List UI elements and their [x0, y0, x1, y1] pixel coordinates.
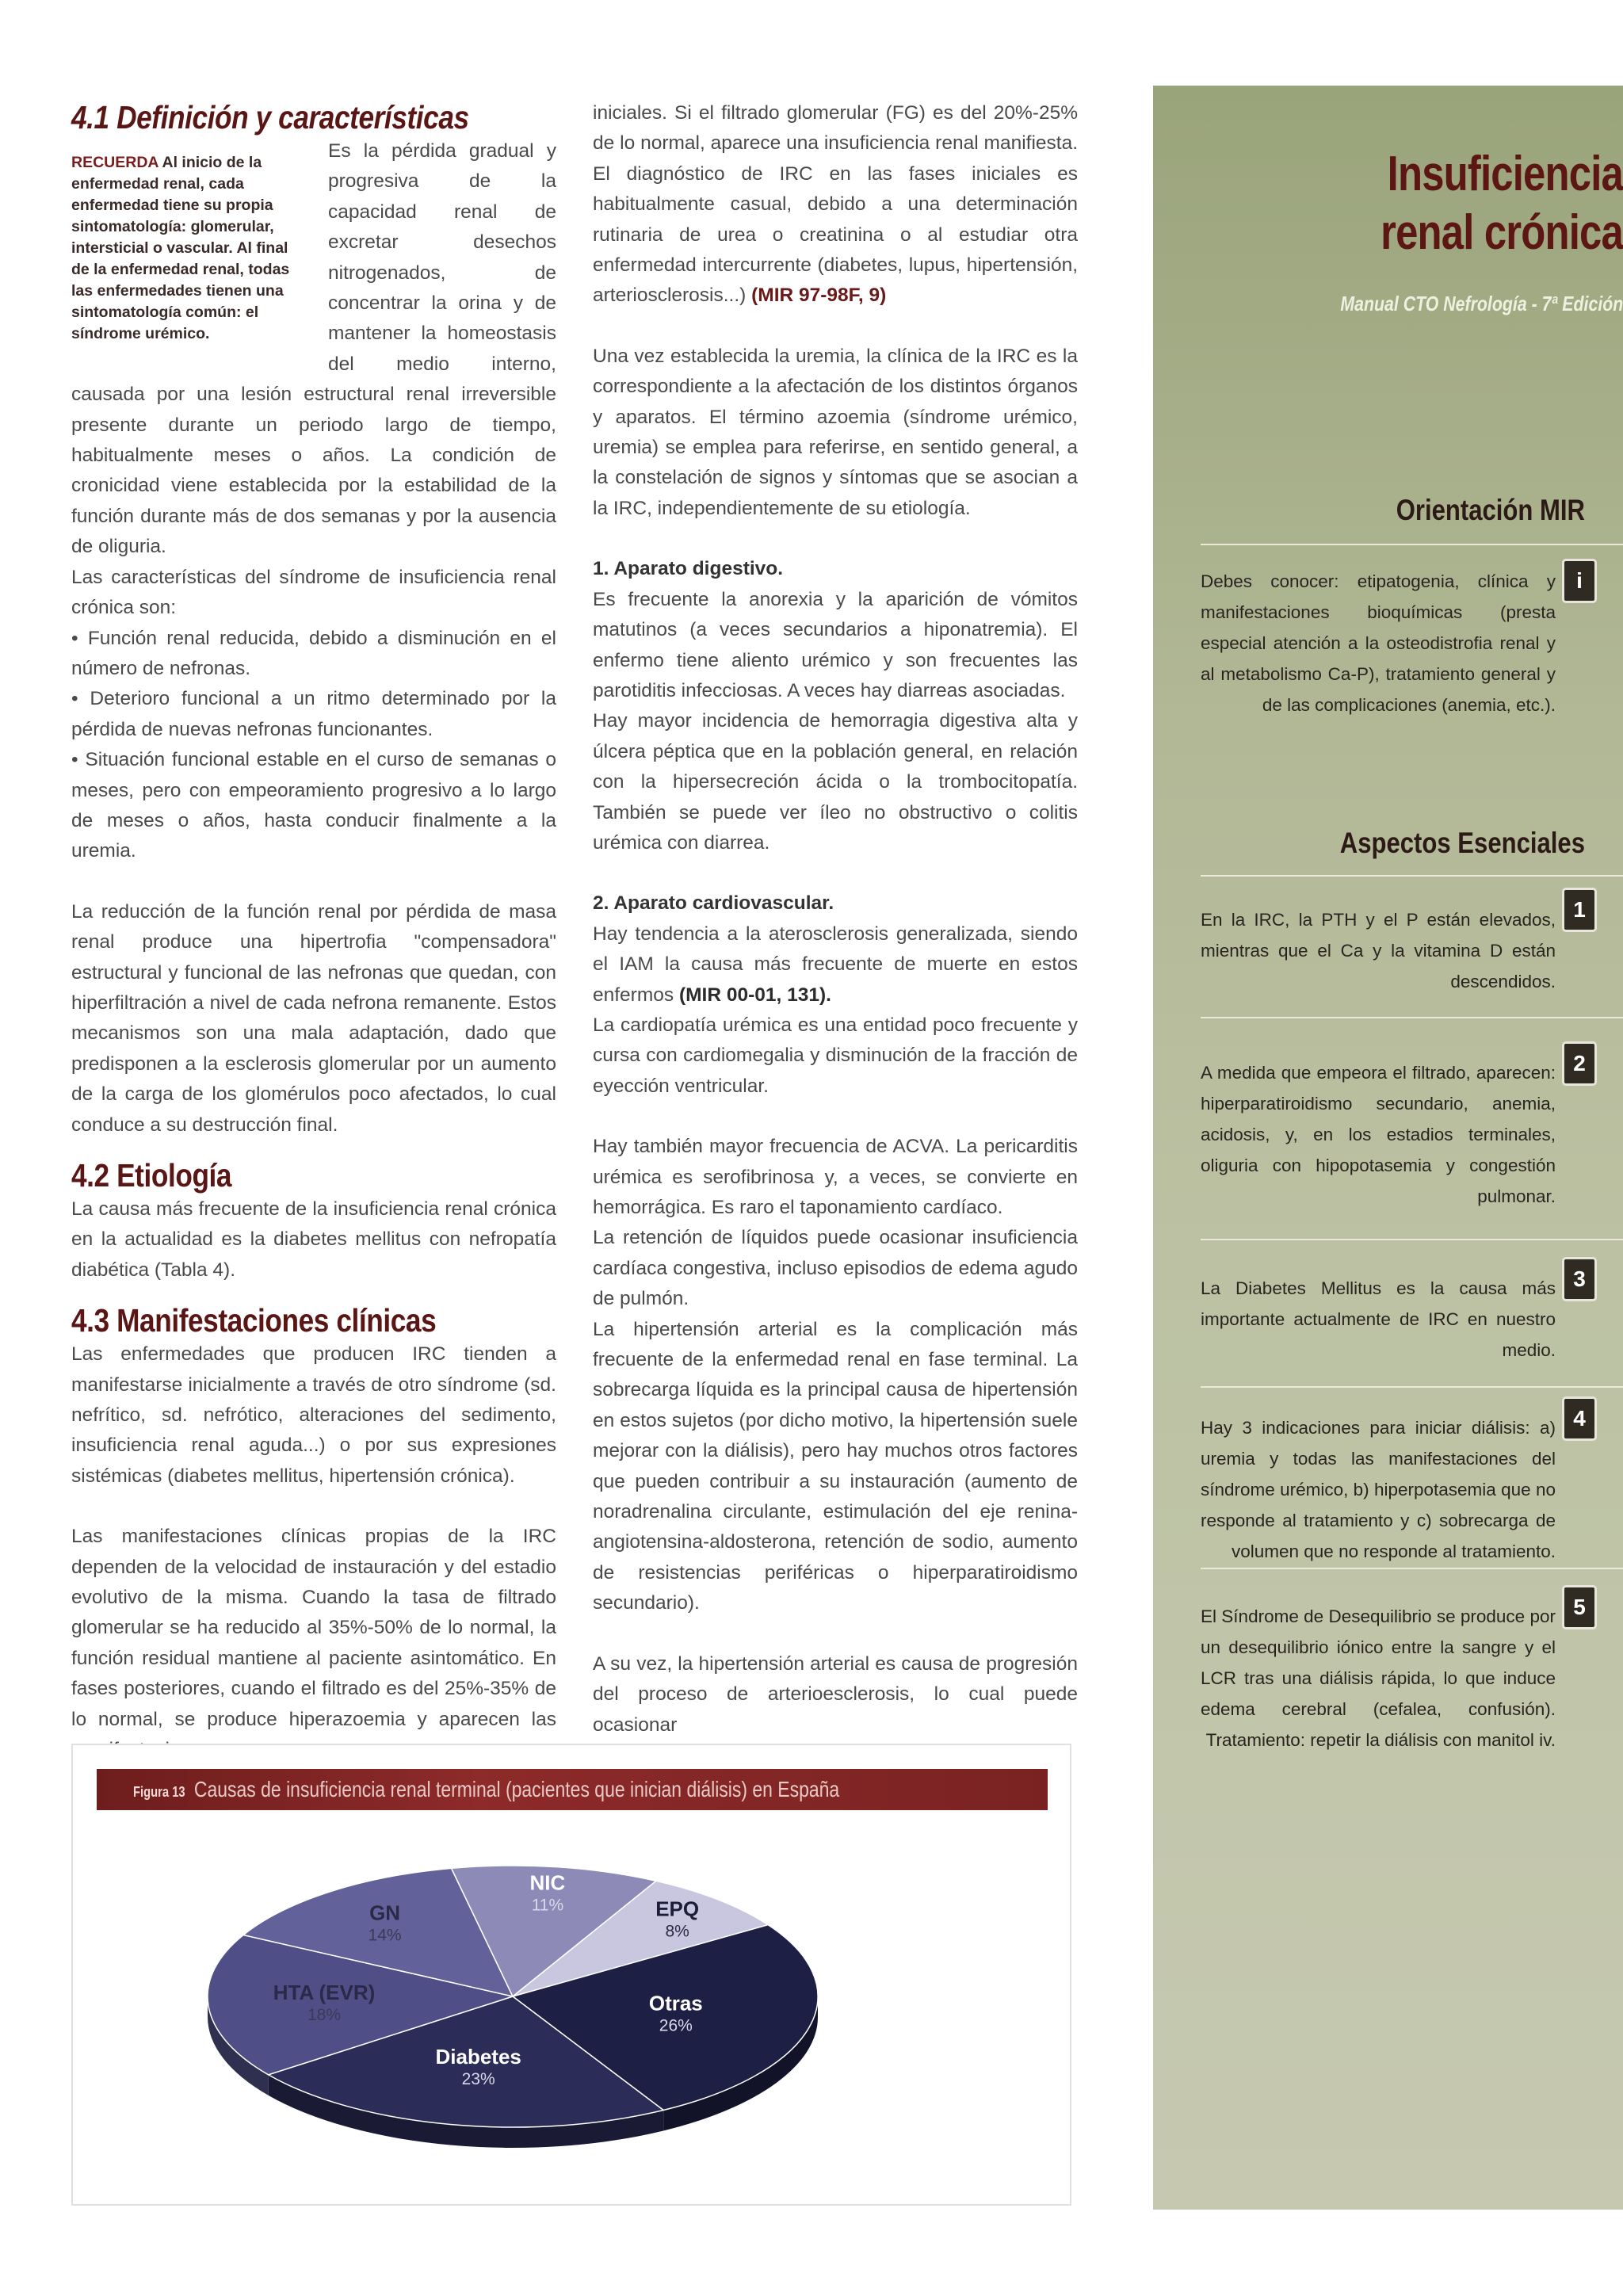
pie-label-name: Diabetes: [435, 2044, 521, 2069]
number-badge-5: 5: [1562, 1585, 1597, 1629]
spacer: [71, 867, 556, 897]
chapter-title-line-2: renal crónica: [1381, 205, 1623, 260]
spacer: [593, 858, 1078, 888]
figure-label: Figura 13: [133, 1784, 185, 1800]
divider: [1201, 1017, 1623, 1018]
hypertension-paragraph: La hipertensión arterial es la complicación más frecuente de la enfermedad renal en fase terminal. La sobrecarga líquida es la principal causa de hipertensión en estos sujetos (por dicho motivo, la hipertensión suele mejorar con la diálisis), pero hay muchos otros factores que pueden contribuir a su instauración (aumento de noradrenalina circulante, estimulación del eje renina-angiotensina-aldosterona, retención de sodio, aumento de resistencias periféricas o hiperparatiroidismo secundario).: [593, 1318, 1078, 1614]
characteristic-bullet-3: • Situación funcional estable en el curso de semanas o meses, pero con empeoramiento progresivo a lo largo de meses o años, hasta conducir finalmente a la uremia.: [71, 749, 556, 862]
characteristics-intro: Las características del síndrome de insuficiencia renal crónica son:: [71, 566, 556, 619]
digestive-paragraph-1: Es frecuente la anorexia y la aparición de vómitos matutinos (a veces secundarios a hiponatremia). El enfermo tiene aliento urémico y son frecuentes las parotiditis infecciosas. A veces hay diarreas asociadas.: [593, 588, 1078, 701]
uremia-paragraph: Una vez establecida la uremia, la clínica de la IRC es la correspondiente a la afectación de los distintos órganos y aparatos. El término azoemia (síndrome urémico, uremia) se emplea para referirse, en sentido general, a la constelación de signos y síntomas que se asocian a la IRC, independientemente de su etiología.: [593, 345, 1078, 519]
pie-label-name: NIC: [529, 1870, 566, 1895]
manifestations-paragraph-1: Las enfermedades que producen IRC tienden a manifestarse inicialmente a través de otro síndrome (sd. nefrítico, sd. nefrótico, alteraciones del sedimento, insuficiencia renal aguda...) o por sus expresiones sistémicas (diabetes mellitus, hipertensión crónica).: [71, 1343, 556, 1487]
divider: [1201, 544, 1623, 545]
pie-label-name: EPQ: [655, 1897, 700, 1921]
cardiovascular-text: Hay tendencia a la aterosclerosis generalizada, siendo el IAM la causa más frecuente de muerte en estos enfermos: [593, 923, 1078, 1006]
divider: [1201, 1239, 1623, 1240]
spacer: [71, 1140, 556, 1156]
recuerda-label: RECUERDA: [71, 154, 158, 171]
pie-label-name: HTA (EVR): [273, 1980, 376, 2004]
number-badge-4: 4: [1562, 1396, 1597, 1441]
pie-label-value: 18%: [307, 2005, 342, 2024]
cardiovascular-paragraph-1: [593, 919, 1078, 1010]
divider: [1201, 1386, 1623, 1388]
section-heading-4-1: 4.1 Definición y características: [71, 99, 469, 136]
progression-paragraph: A su vez, la hipertensión arterial es causa de progresión del proceso de arterioesclerosis, lo cual puede ocasionar: [593, 1652, 1078, 1736]
pie-label-value: 23%: [461, 2069, 495, 2088]
pie-label-name: Otras: [648, 1991, 703, 2015]
characteristic-bullet-1: • Función renal reducida, debido a disminución en el número de nefronas.: [71, 627, 556, 679]
figure-13: [71, 1744, 1071, 2206]
orientacion-heading: Orientación MIR: [1396, 494, 1585, 526]
aspecto-item-5: El Síndrome de Desequilibrio se produce por un desequilibrio iónico entre la sangre y el LCR tras una diálisis rápida, lo que induce edema cerebral (cefalea, confusión). Tratamiento: repetir la diálisis con manitol iv.: [1201, 1606, 1556, 1750]
spacer: [593, 524, 1078, 554]
digestive-heading: 1. Aparato digestivo.: [593, 558, 784, 580]
pie-chart: [73, 1810, 1070, 2204]
pie-label-name: GN: [369, 1901, 401, 1925]
aspecto-item-2: A medida que empeora el filtrado, aparecen: hiperparatiroidismo secundario, anemia, acidosis, y, en los estadios terminales, oliguria con hipopotasemia y congestión pulmonar.: [1201, 1063, 1556, 1206]
recuerda-text: Al inicio de la enfermedad renal, cada enfermedad tiene su propia sintomatología: glomerular, intersticial o vascular. Al final de la enfermedad renal, todas las enfermedades tienen una sintomatología común: el síndrome urémico.: [71, 154, 290, 342]
aspecto-item-3: La Diabetes Mellitus es la causa más importante actualmente de IRC en nuestro medio.: [1201, 1278, 1556, 1360]
pie-label-value: 8%: [665, 1922, 689, 1941]
spacer: [593, 1102, 1078, 1132]
fluid-retention-paragraph: La retención de líquidos puede ocasionar insuficiencia cardíaca congestiva, incluso episodios de edema agudo de pulmón.: [593, 1227, 1078, 1310]
chapter-sidebar: [1153, 86, 1623, 2210]
middle-column: [593, 98, 1078, 1740]
section-heading-4-3: 4.3 Manifestaciones clínicas: [71, 1302, 437, 1339]
diagnosis-paragraph: [593, 98, 1078, 311]
number-badge-2: 2: [1562, 1041, 1597, 1086]
info-badge-icon: i: [1562, 559, 1597, 603]
mir-reference: (MIR 97-98F, 9): [751, 285, 887, 307]
section-heading-4-2: 4.2 Etiología: [71, 1157, 232, 1194]
digestive-paragraph-2: Hay mayor incidencia de hemorragia digestiva alta y úlcera péptica que en la población general, en relación con la hipersecreción ácida o la trombocitopatía. También se puede ver íleo no obstructivo o colitis urémica con diarrea.: [593, 710, 1078, 854]
aspecto-item-4: Hay 3 indicaciones para iniciar diálisis: a) uremia y todas las manifestaciones del síndrome urémico, b) hiperpotasemia que no responde al tratamiento y c) sobrecarga de volumen que no responde al tratamiento.: [1201, 1418, 1556, 1561]
mir-reference: (MIR 00-01, 131).: [678, 984, 831, 1006]
chapter-title: [1381, 145, 1623, 262]
spacer: [593, 1619, 1078, 1649]
divider: [1201, 875, 1623, 877]
pie-label-value: 14%: [368, 1926, 402, 1945]
etiology-paragraph: La causa más frecuente de la insuficiencia renal crónica en la actualidad es la diabetes mellitus con nefropatía diabética (Tabla 4).: [71, 1198, 556, 1281]
recuerda-box: [71, 152, 309, 345]
manual-subtitle: Manual CTO Nefrología - 7ª Edición: [1340, 292, 1623, 315]
definition-paragraph: Es la pérdida gradual y progresiva de la capacidad renal de excretar desechos nitrogenados, de concentrar la orina y de mantener la homeostasis del medio interno, causada por una lesión estructural renal irreversible presente durante un periodo largo de tiempo, habitualmente meses o años. La condición de cronicidad viene establecida por la estabilidad de la función durante más de dos semanas y por la ausencia de oliguria.: [71, 140, 556, 558]
spacer: [593, 311, 1078, 342]
spacer: [71, 1286, 556, 1301]
chapter-title-line-1: Insuficiencia: [1387, 147, 1623, 201]
diagnosis-text: iniciales. Si el filtrado glomerular (FG) es del 20%-25% de lo normal, aparece una insuficiencia renal manifiesta. El diagnóstico de IRC en las fases iniciales es habitualmente casual, debido a una determinación rutinaria de urea o creatinina o al estudiar otra enfermedad intercurrente (diabetes, lupus, hipertensión, arteriosclerosis...): [593, 102, 1078, 307]
figure-title-bar: [97, 1769, 1048, 1810]
orientacion-text: Debes conocer: etipatogenia, clínica y manifestaciones bioquímicas (presta especial atención a la osteodistrofia renal y al metabolismo Ca-P), tratamiento general y de las complicaciones (anemia, etc.).: [1201, 571, 1556, 715]
number-badge-1: 1: [1562, 888, 1597, 932]
figure-title-text: Causas de insuficiencia renal terminal (pacientes que inician diálisis) en España: [193, 1777, 840, 1801]
cardiopathy-paragraph: La cardiopatía urémica es una entidad poco frecuente y cursa con cardiomegalia y disminución de la fracción de eyección ventricular.: [593, 1014, 1078, 1097]
characteristic-bullet-2: • Deterioro funcional a un ritmo determinado por la pérdida de nuevas nefronas funcionantes.: [71, 688, 556, 740]
aspecto-item-1: En la IRC, la PTH y el P están elevados, mientras que el Ca y la vitamina D están descendidos.: [1201, 910, 1556, 991]
aspectos-heading: Aspectos Esenciales: [1339, 827, 1585, 859]
figure-title: [133, 1777, 839, 1802]
acva-paragraph: Hay también mayor frecuencia de ACVA. La pericarditis urémica es serofibrinosa y, a veces, se convierte en hemorrágica. Es raro el taponamiento cardíaco.: [593, 1136, 1078, 1218]
left-column: [71, 98, 556, 1766]
spacer: [71, 1492, 556, 1522]
number-badge-3: 3: [1562, 1257, 1597, 1301]
cardiovascular-heading: 2. Aparato cardiovascular.: [593, 892, 834, 915]
divider: [1201, 1568, 1623, 1569]
pie-label-value: 26%: [659, 2016, 693, 2035]
hypertrophy-paragraph: La reducción de la función renal por pérdida de masa renal produce una hipertrofia "compensadora" estructural y funcional de las nefronas que quedan, con hiperfiltración a nivel de cada nefrona remanente. Estos mecanismos son una mala adaptación, dado que predisponen a la esclerosis glomerular por un aumento de la carga de los glomérulos poco afectados, lo cual conduce a su destrucción final.: [71, 900, 556, 1136]
manifestations-paragraph-2: Las manifestaciones clínicas propias de la IRC dependen de la velocidad de instauración y del estadio evolutivo de la misma. Cuando la tasa de filtrado glomerular se ha reducido al 35%-50% de lo normal, la función residual mantiene al paciente asintomático. En fases posteriores, cuando el filtrado es del 25%-35% de lo normal, se produce hiperazoemia y aparecen las: [71, 1526, 556, 1730]
pie-label-value: 11%: [531, 1896, 564, 1915]
